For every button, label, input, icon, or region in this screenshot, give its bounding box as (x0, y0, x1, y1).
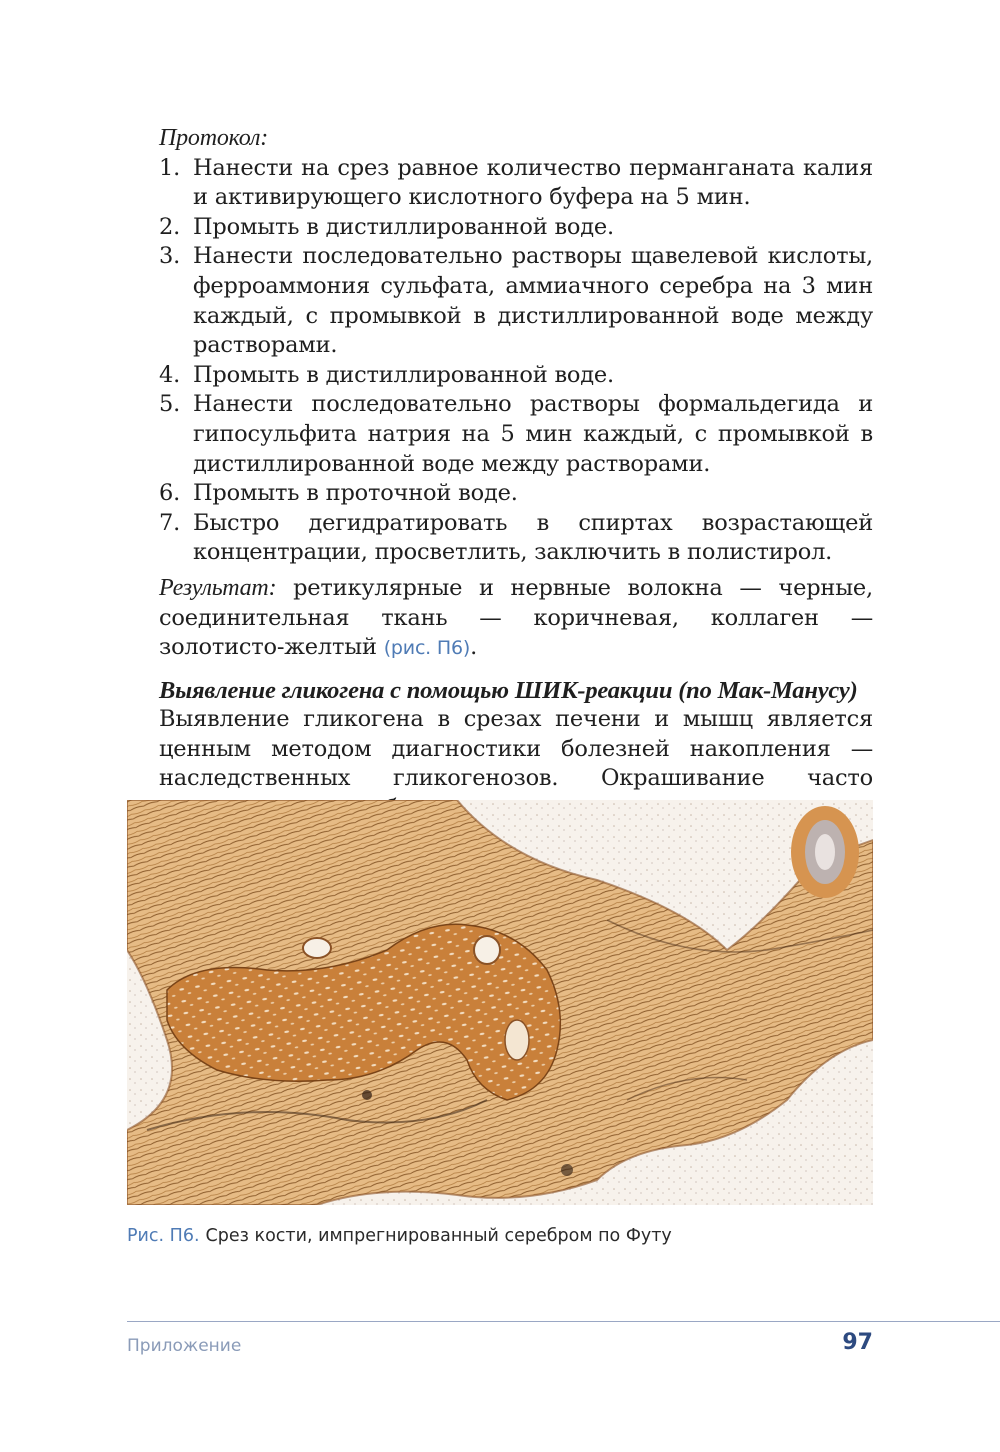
protocol-step (159, 242, 873, 360)
protocol-step (159, 213, 873, 243)
section-paragraph: Выявление гликогена в срезах печени и мышц является ценным методом диагностики болезней накопления — наследственных гликогенозов. Окрашивание часто (159, 706, 873, 792)
protocol-heading: Протокол: (159, 125, 269, 151)
step-number: 7. (159, 509, 181, 536)
figure-label: Рис. П6. (127, 1226, 200, 1246)
result-label: Результат: (159, 574, 277, 601)
step-text: Нанести на срез равное количество перманганата калия и активирующего кислотного буфера на 5 мин. (193, 154, 873, 211)
figure-caption (127, 1226, 672, 1246)
protocol-steps (159, 154, 873, 568)
result-text: ретикулярные и нервные волокна — черные, соединительная ткань — коричневая, коллаген — золотисто-желтый (159, 574, 873, 661)
protocol-step (159, 509, 873, 568)
step-text: Промыть в дистиллированной воде. (193, 361, 614, 388)
bone-section-micrograph (127, 800, 873, 1205)
figure-caption-text: Срез кости, импрегнированный серебром по Футу (205, 1226, 672, 1246)
step-number: 4. (159, 361, 181, 388)
page-content (159, 124, 873, 824)
step-text: Нанести последовательно растворы формальдегида и гипосульфита натрия на 5 мин каждый, с промывкой в дистиллированной воде между растворами. (193, 391, 873, 477)
footer-divider (127, 1321, 1000, 1322)
step-number: 3. (159, 243, 181, 270)
step-number: 6. (159, 480, 181, 507)
step-number: 2. (159, 213, 181, 240)
section-heading: Выявление гликогена с помощью ШИК-реакции (по Мак-Манусу) (159, 676, 858, 704)
micrograph-illustration (127, 800, 873, 1205)
protocol-step (159, 390, 873, 479)
step-number: 5. (159, 391, 181, 418)
result-paragraph (159, 574, 873, 664)
step-text: Нанести последовательно растворы щавелевой кислоты, ферроаммония сульфата, аммиачного серебра на 3 мин каждый, с промывкой в дистиллированной воде между растворами. (193, 243, 873, 359)
step-text: Промыть в проточной воде. (193, 480, 518, 507)
step-text: Промыть в дистиллированной воде. (193, 213, 614, 240)
protocol-step (159, 154, 873, 213)
footer-section-name: Приложение (127, 1336, 242, 1356)
page-number: 97 (842, 1330, 873, 1355)
protocol-step (159, 361, 873, 391)
step-number: 1. (159, 154, 181, 181)
protocol-step (159, 479, 873, 509)
figure-reference-link[interactable]: (рис. П6) (383, 637, 471, 660)
step-text: Быстро дегидратировать в спиртах возрастающей концентрации, просветлить, заключить в полистирол. (193, 509, 873, 566)
result-end: . (470, 634, 478, 661)
